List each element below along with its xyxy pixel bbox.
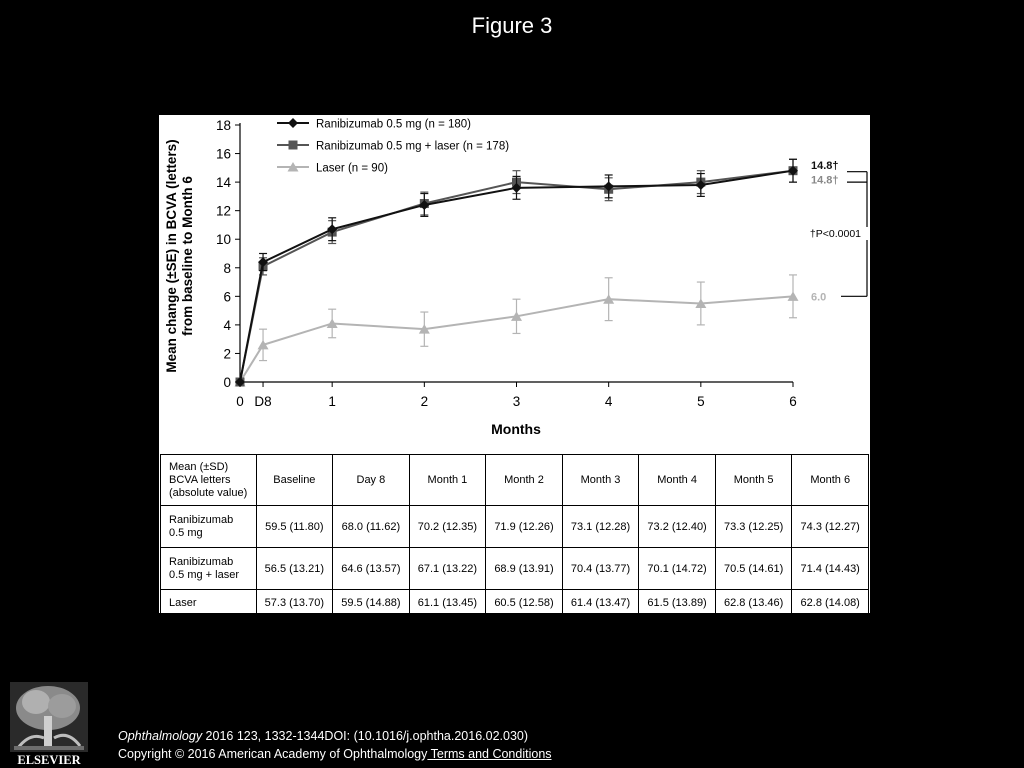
table-cell: 62.8 (14.08): [792, 590, 869, 617]
table-cell: 62.8 (13.46): [715, 590, 792, 617]
column-header: Month 1: [409, 455, 486, 506]
table-cell: 68.9 (13.91): [486, 548, 563, 590]
table-cell: 73.2 (12.40): [639, 506, 716, 548]
column-header: Month 5: [715, 455, 792, 506]
row-label: [161, 506, 257, 548]
y-tick-label: 8: [223, 260, 231, 276]
table-header-row: [161, 455, 869, 506]
elsevier-logo: [10, 682, 88, 766]
row-label-line: Laser: [169, 596, 197, 609]
axes: [216, 118, 797, 409]
y-tick-label: 18: [215, 118, 231, 133]
column-header: Month 2: [486, 455, 563, 506]
table-cell: 61.1 (13.45): [409, 590, 486, 617]
table-cell: 71.4 (14.43): [792, 548, 869, 590]
series-group: [235, 159, 799, 387]
table-row: [161, 590, 869, 617]
x-tick-label: D8: [254, 394, 272, 409]
row-label-line: Ranibizumab: [169, 513, 234, 526]
y-axis-title: [164, 139, 195, 372]
table-corner-line: BCVA letters: [169, 473, 231, 486]
journal-name: Ophthalmology: [118, 729, 203, 743]
copyright-line: [118, 745, 552, 763]
elsevier-wordmark: ELSEVIER: [17, 753, 81, 766]
figure-panel: [159, 115, 870, 613]
table-cell: 70.5 (14.61): [715, 548, 792, 590]
table-corner-line: Mean (±SD): [169, 460, 229, 473]
legend-marker: [289, 141, 298, 150]
terms-and-conditions-link[interactable]: Terms and Conditions: [427, 747, 552, 761]
table-cell: 74.3 (12.27): [792, 506, 869, 548]
x-tick-label: 0: [236, 394, 244, 409]
citation-details: 2016 123, 1332-1344DOI: (10.1016/j.ophtha.2016.02.030): [202, 729, 529, 743]
copyright-text: Copyright © 2016 American Academy of Ophthalmology: [118, 747, 428, 761]
series-triangle: [235, 275, 799, 387]
slide-title: Figure 3: [471, 13, 553, 38]
x-tick-label: 2: [420, 394, 429, 409]
row-label-line: 0.5 mg + laser: [169, 568, 240, 581]
column-header: Month 4: [639, 455, 716, 506]
table-cell: 56.5 (13.21): [256, 548, 333, 590]
end-value-label: 14.8†: [811, 159, 839, 172]
end-value-label: 6.0: [811, 291, 827, 304]
y-axis-title-line1: Mean change (±SE) in BCVA (letters): [164, 139, 179, 373]
table-cell: 68.0 (11.62): [333, 506, 410, 548]
y-tick-label: 14: [215, 175, 231, 191]
legend-marker: [288, 118, 298, 128]
citation-line: [118, 727, 552, 745]
column-header: Month 6: [792, 455, 869, 506]
data-table: [160, 454, 869, 617]
column-header: Baseline: [256, 455, 333, 506]
footer: [118, 727, 552, 763]
y-tick-label: 4: [223, 317, 231, 333]
series-diamond: [235, 159, 798, 387]
column-header: Day 8: [333, 455, 410, 506]
series-line: [240, 171, 793, 382]
table-cell: 59.5 (11.80): [256, 506, 333, 548]
y-tick-label: 10: [215, 232, 231, 248]
table-row: [161, 506, 869, 548]
table-cell: 61.5 (13.89): [639, 590, 716, 617]
y-tick-label: 6: [223, 289, 231, 305]
table-cell: 61.4 (13.47): [562, 590, 639, 617]
series-line: [240, 171, 793, 382]
table-cell: 57.3 (13.70): [256, 590, 333, 617]
table-cell: 67.1 (13.22): [409, 548, 486, 590]
legend: [277, 118, 509, 175]
x-axis-title: Months: [491, 421, 541, 437]
table-cell: 60.5 (12.58): [486, 590, 563, 617]
x-tick-label: 4: [604, 394, 613, 409]
x-tick-label: 5: [697, 394, 705, 409]
table-cell: 59.5 (14.88): [333, 590, 410, 617]
table-cell: 70.1 (14.72): [639, 548, 716, 590]
end-value-label: 14.8†: [811, 174, 839, 187]
legend-label: Ranibizumab 0.5 mg + laser (n = 178): [316, 140, 510, 153]
y-tick-label: 16: [215, 146, 231, 162]
row-label: [161, 548, 257, 590]
table-corner-line: (absolute value): [169, 486, 248, 499]
y-tick-label: 2: [223, 346, 231, 362]
table-corner-label: [161, 455, 257, 506]
table-cell: 73.1 (12.28): [562, 506, 639, 548]
x-tick-label: 3: [512, 394, 521, 409]
x-tick-label: 6: [789, 394, 797, 409]
table-cell: 73.3 (12.25): [715, 506, 792, 548]
table-cell: 64.6 (13.57): [333, 548, 410, 590]
column-header: Month 3: [562, 455, 639, 506]
y-tick-label: 0: [223, 375, 231, 390]
table-row: [161, 548, 869, 590]
line-chart: [159, 115, 870, 453]
x-tick-label: 1: [328, 394, 336, 409]
annotations: [810, 160, 867, 303]
table-cell: 71.9 (12.26): [486, 506, 563, 548]
row-label-line: 0.5 mg: [169, 526, 203, 539]
row-label: [161, 590, 257, 617]
table-cell: 70.4 (13.77): [562, 548, 639, 590]
row-label-line: Ranibizumab: [169, 555, 234, 568]
y-axis-title-line2: from baseline to Month 6: [180, 176, 195, 336]
table-cell: 70.2 (12.35): [409, 506, 486, 548]
y-tick-label: 12: [215, 203, 231, 219]
tree-icon: [10, 682, 88, 752]
significance-note: †P<0.0001: [809, 228, 861, 240]
legend-label: Laser (n = 90): [316, 162, 388, 175]
legend-label: Ranibizumab 0.5 mg (n = 180): [316, 118, 472, 131]
